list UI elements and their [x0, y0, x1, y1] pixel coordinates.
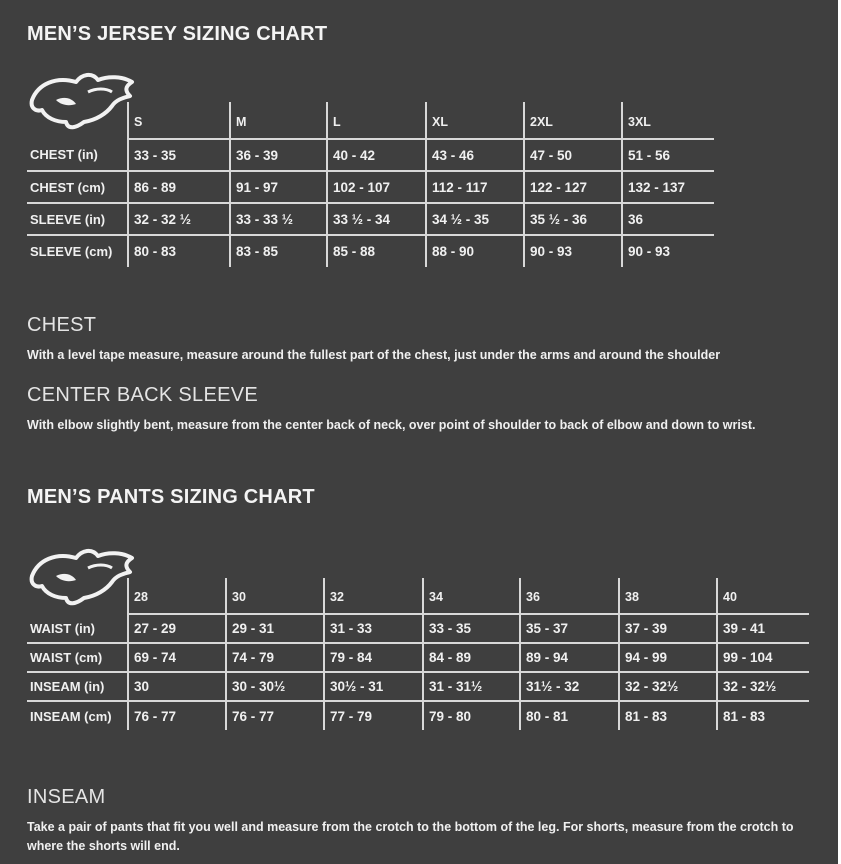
table-cell: 85 - 88 — [327, 235, 426, 267]
table-cell: 74 - 79 — [226, 643, 324, 672]
table-row — [27, 139, 714, 171]
size-header: L — [327, 102, 426, 139]
size-header: 36 — [520, 578, 619, 614]
sleeve-description: With elbow slightly bent, measure from the center back of neck, over point of shoulder to back of elbow and down to wrist. — [27, 418, 756, 432]
header-blank — [27, 578, 128, 614]
row-label: INSEAM (cm) — [30, 708, 112, 724]
table-cell: 33 - 33 ½ — [230, 203, 327, 235]
table-cell: 84 - 89 — [423, 643, 520, 672]
table-cell: 33 ½ - 34 — [327, 203, 426, 235]
table-cell: 83 - 85 — [230, 235, 327, 267]
row-label: INSEAM (in) — [27, 672, 128, 701]
row-label: CHEST (cm) — [27, 171, 128, 203]
table-cell: 31½ - 32 — [520, 672, 619, 701]
size-header: S — [128, 102, 230, 139]
size-header: 30 — [226, 578, 324, 614]
table-cell: 47 - 50 — [524, 139, 622, 171]
table-cell: 30½ - 31 — [324, 672, 423, 701]
table-row — [27, 643, 809, 672]
table-row — [27, 171, 714, 203]
size-header: 28 — [128, 578, 226, 614]
table-cell: 40 - 42 — [327, 139, 426, 171]
table-cell: 34 ½ - 35 — [426, 203, 524, 235]
table-cell: 76 - 77 — [226, 701, 324, 730]
inseam-description: Take a pair of pants that fit you well and measure from the crotch to the bottom of the leg. For shorts, measure from the crotch to where the shorts will end. — [27, 820, 794, 853]
table-cell: 79 - 84 — [324, 643, 423, 672]
table-cell: 90 - 93 — [622, 235, 714, 267]
chest-description: With a level tape measure, measure around the fullest part of the chest, just under the arms and around the shoulder — [27, 348, 721, 362]
table-cell: 69 - 74 — [128, 643, 226, 672]
table-row — [27, 203, 714, 235]
header-blank — [27, 102, 128, 139]
table-cell: 81 - 83 — [717, 701, 809, 730]
table-cell: 91 - 97 — [230, 171, 327, 203]
table-cell: 88 - 90 — [426, 235, 524, 267]
table-row — [27, 614, 809, 643]
size-header: M — [230, 102, 327, 139]
jersey-size-table — [27, 102, 714, 267]
table-cell: 31 - 33 — [324, 614, 423, 643]
table-cell: 102 - 107 — [327, 171, 426, 203]
row-label: SLEEVE (in) — [27, 203, 128, 235]
table-cell: 27 - 29 — [128, 614, 226, 643]
table-cell: 36 — [622, 203, 714, 235]
table-cell: 77 - 79 — [324, 701, 423, 730]
table-cell: 80 - 83 — [128, 235, 230, 267]
size-header: 38 — [619, 578, 717, 614]
table-cell: 112 - 117 — [426, 171, 524, 203]
table-cell: 89 - 94 — [520, 643, 619, 672]
chest-heading: CHEST — [27, 314, 97, 336]
size-header: XL — [426, 102, 524, 139]
table-cell: 33 - 35 — [423, 614, 520, 643]
table-cell: 35 ½ - 36 — [524, 203, 622, 235]
row-label: CHEST (in) — [27, 139, 128, 171]
table-cell: 33 - 35 — [128, 139, 230, 171]
table-cell: 90 - 93 — [524, 235, 622, 267]
table-cell: 43 - 46 — [426, 139, 524, 171]
table-cell: 81 - 83 — [619, 701, 717, 730]
table-cell: 32 - 32 ½ — [128, 203, 230, 235]
sleeve-heading: CENTER BACK SLEEVE — [27, 384, 259, 406]
row-label: WAIST (cm) — [27, 643, 128, 672]
table-row — [27, 701, 809, 730]
table-cell: 132 - 137 — [622, 171, 714, 203]
table-cell: 80 - 81 — [520, 701, 619, 730]
table-cell: 35 - 37 — [520, 614, 619, 643]
table-row — [27, 672, 809, 701]
size-header: 40 — [717, 578, 809, 614]
table-cell: 51 - 56 — [622, 139, 714, 171]
table-cell: 39 - 41 — [717, 614, 809, 643]
size-header: 32 — [324, 578, 423, 614]
table-cell: 86 - 89 — [128, 171, 230, 203]
table-cell: 94 - 99 — [619, 643, 717, 672]
pants-size-table — [27, 578, 809, 730]
pants-chart-title: MEN’S PANTS SIZING CHART — [27, 486, 315, 508]
table-cell: 79 - 80 — [423, 701, 520, 730]
table-cell: 37 - 39 — [619, 614, 717, 643]
size-header: 3XL — [622, 102, 714, 139]
table-cell: 32 - 32½ — [619, 672, 717, 701]
row-label: WAIST (in) — [27, 614, 128, 643]
table-cell: 29 - 31 — [226, 614, 324, 643]
table-cell: 32 - 32½ — [717, 672, 809, 701]
table-cell: 36 - 39 — [230, 139, 327, 171]
inseam-heading: INSEAM — [27, 786, 106, 808]
table-cell: 31 - 31½ — [423, 672, 520, 701]
jersey-header-row — [27, 102, 714, 139]
table-cell: 30 - 30½ — [226, 672, 324, 701]
size-header: 34 — [423, 578, 520, 614]
table-cell: 99 - 104 — [717, 643, 809, 672]
table-cell: 76 - 77 — [128, 701, 226, 730]
table-row — [27, 235, 714, 267]
pants-header-row — [27, 578, 809, 614]
table-cell: 122 - 127 — [524, 171, 622, 203]
jersey-chart-title: MEN’S JERSEY SIZING CHART — [27, 23, 328, 45]
table-cell: 30 — [128, 672, 226, 701]
row-label: SLEEVE (cm) — [30, 244, 113, 259]
size-header: 2XL — [524, 102, 622, 139]
